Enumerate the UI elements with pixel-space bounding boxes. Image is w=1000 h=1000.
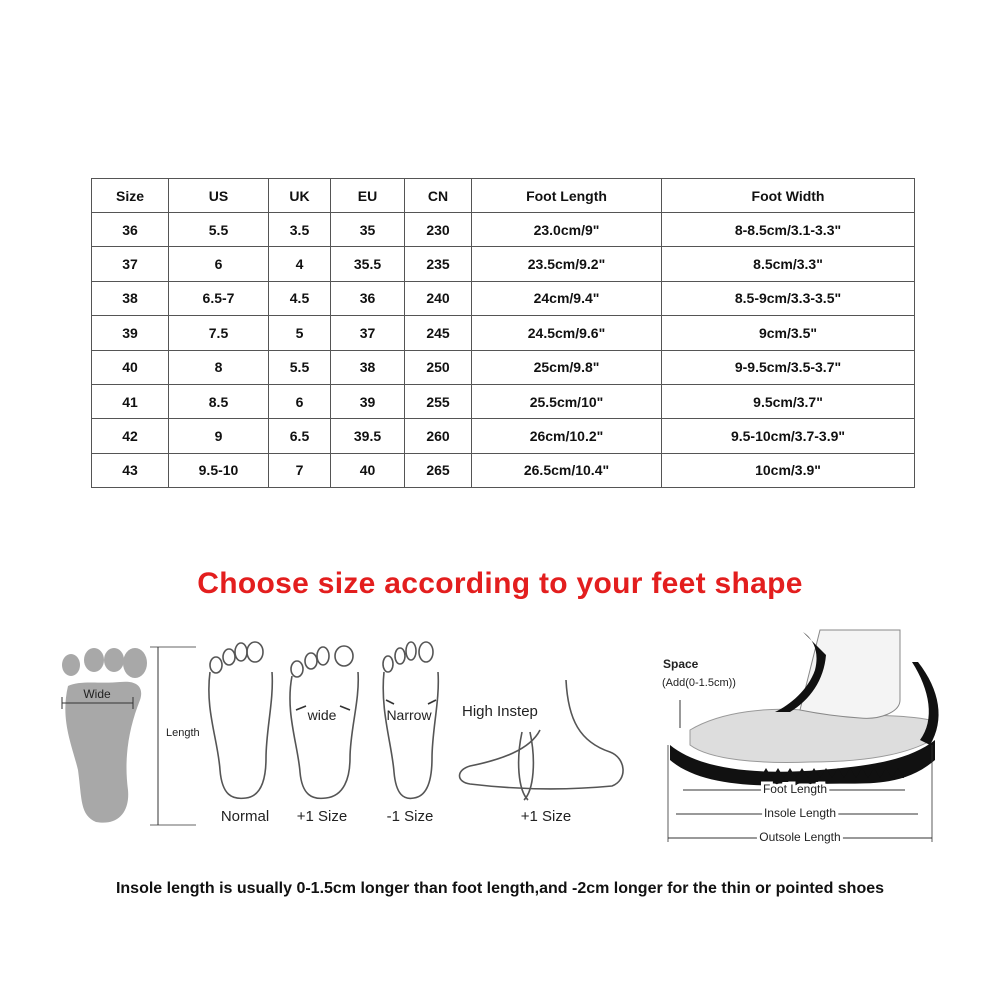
table-cell: 3.5 bbox=[269, 213, 331, 247]
table-cell: 40 bbox=[92, 350, 169, 384]
outsole-length-label: Outsole Length bbox=[759, 830, 841, 844]
length-label: Length bbox=[166, 727, 200, 739]
column-header: UK bbox=[269, 179, 331, 213]
minus-one-caption: -1 Size bbox=[386, 808, 434, 825]
table-cell: 39 bbox=[331, 384, 405, 418]
foot-length-label: Foot Length bbox=[762, 782, 828, 796]
table-cell: 8-8.5cm/3.1-3.3" bbox=[662, 213, 915, 247]
table-row bbox=[92, 350, 915, 384]
table-cell: 42 bbox=[92, 419, 169, 453]
insole-length-label: Insole Length bbox=[763, 806, 837, 820]
column-header: Size bbox=[92, 179, 169, 213]
table-cell: 24cm/9.4" bbox=[472, 281, 662, 315]
table-row bbox=[92, 247, 915, 281]
plus-one-caption: +1 Size bbox=[296, 808, 348, 825]
narrow-annotation: Narrow bbox=[386, 707, 432, 723]
table-cell: 36 bbox=[92, 213, 169, 247]
space-detail: (Add(0-1.5cm)) bbox=[662, 677, 736, 689]
table-row bbox=[92, 213, 915, 247]
table-row bbox=[92, 384, 915, 418]
table-row bbox=[92, 419, 915, 453]
table-cell: 5.5 bbox=[169, 213, 269, 247]
gray-footprint-icon bbox=[62, 648, 147, 823]
normal-caption: Normal bbox=[220, 808, 270, 825]
table-cell: 38 bbox=[331, 350, 405, 384]
table-cell: 39 bbox=[92, 316, 169, 350]
table-cell: 24.5cm/9.6" bbox=[472, 316, 662, 350]
high-instep-title: High Instep bbox=[462, 703, 538, 720]
table-cell: 8.5 bbox=[169, 384, 269, 418]
wide-annotation: wide bbox=[307, 707, 337, 723]
table-cell: 7 bbox=[269, 453, 331, 487]
column-header: CN bbox=[405, 179, 472, 213]
table-cell: 9-9.5cm/3.5-3.7" bbox=[662, 350, 915, 384]
table-row bbox=[92, 453, 915, 487]
table-cell: 25cm/9.8" bbox=[472, 350, 662, 384]
feet-shape-headline: Choose size according to your feet shape bbox=[197, 567, 803, 600]
foot-shape-diagram bbox=[0, 620, 1000, 860]
table-cell: 240 bbox=[405, 281, 472, 315]
table-cell: 43 bbox=[92, 453, 169, 487]
table-cell: 35.5 bbox=[331, 247, 405, 281]
table-cell: 6.5-7 bbox=[169, 281, 269, 315]
column-header: US bbox=[169, 179, 269, 213]
table-cell: 235 bbox=[405, 247, 472, 281]
table-cell: 265 bbox=[405, 453, 472, 487]
table-cell: 4 bbox=[269, 247, 331, 281]
space-label: Space bbox=[663, 657, 699, 671]
size-chart-table bbox=[91, 178, 915, 488]
table-cell: 8 bbox=[169, 350, 269, 384]
table-cell: 9 bbox=[169, 419, 269, 453]
table-cell: 5.5 bbox=[269, 350, 331, 384]
table-cell: 6 bbox=[269, 384, 331, 418]
table-cell: 35 bbox=[331, 213, 405, 247]
table-cell: 41 bbox=[92, 384, 169, 418]
column-header: Foot Length bbox=[472, 179, 662, 213]
table-cell: 23.5cm/9.2" bbox=[472, 247, 662, 281]
table-cell: 9.5-10 bbox=[169, 453, 269, 487]
table-row bbox=[92, 316, 915, 350]
table-cell: 9.5-10cm/3.7-3.9" bbox=[662, 419, 915, 453]
high-instep-foot-icon bbox=[460, 680, 624, 800]
table-cell: 8.5-9cm/3.3-3.5" bbox=[662, 281, 915, 315]
normal-foot-icon bbox=[209, 642, 272, 798]
table-cell: 6.5 bbox=[269, 419, 331, 453]
table-cell: 26.5cm/10.4" bbox=[472, 453, 662, 487]
table-header-row bbox=[92, 179, 915, 213]
table-cell: 9cm/3.5" bbox=[662, 316, 915, 350]
shoe-cross-section-icon bbox=[670, 630, 939, 786]
table-row bbox=[92, 281, 915, 315]
table-cell: 38 bbox=[92, 281, 169, 315]
table-cell: 230 bbox=[405, 213, 472, 247]
table-cell: 37 bbox=[92, 247, 169, 281]
table-cell: 6 bbox=[169, 247, 269, 281]
table-cell: 37 bbox=[331, 316, 405, 350]
table-cell: 10cm/3.9" bbox=[662, 453, 915, 487]
table-cell: 8.5cm/3.3" bbox=[662, 247, 915, 281]
table-cell: 245 bbox=[405, 316, 472, 350]
table-cell: 7.5 bbox=[169, 316, 269, 350]
table-cell: 5 bbox=[269, 316, 331, 350]
table-cell: 4.5 bbox=[269, 281, 331, 315]
table-cell: 255 bbox=[405, 384, 472, 418]
table-cell: 9.5cm/3.7" bbox=[662, 384, 915, 418]
table-cell: 36 bbox=[331, 281, 405, 315]
column-header: Foot Width bbox=[662, 179, 915, 213]
high-instep-caption: +1 Size bbox=[520, 808, 572, 825]
table-cell: 23.0cm/9" bbox=[472, 213, 662, 247]
table-cell: 39.5 bbox=[331, 419, 405, 453]
column-header: EU bbox=[331, 179, 405, 213]
table-cell: 260 bbox=[405, 419, 472, 453]
table-cell: 25.5cm/10" bbox=[472, 384, 662, 418]
table-cell: 26cm/10.2" bbox=[472, 419, 662, 453]
insole-length-note: Insole length is usually 0-1.5cm longer than foot length,and -2cm longer for the thin or pointed shoes bbox=[115, 880, 885, 897]
table-cell: 250 bbox=[405, 350, 472, 384]
table-cell: 40 bbox=[331, 453, 405, 487]
wide-label: Wide bbox=[83, 687, 111, 701]
